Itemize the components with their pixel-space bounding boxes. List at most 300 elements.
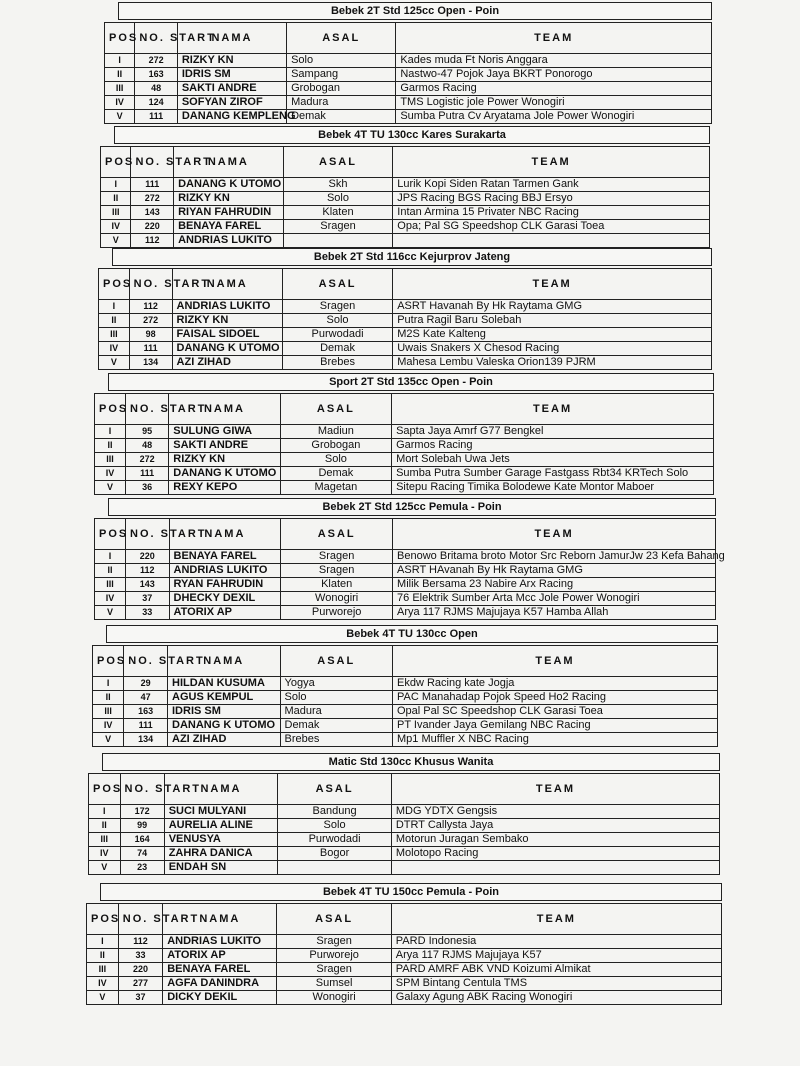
position-cell: III	[95, 453, 126, 467]
origin-cell: Klaten	[283, 206, 393, 220]
position-cell: IV	[93, 719, 124, 733]
position-cell: IV	[101, 220, 131, 234]
team-cell: M2S Kate Kalteng	[393, 328, 712, 342]
origin-cell: Solo	[278, 819, 392, 833]
rider-name-cell: RIZKY KN	[174, 192, 284, 206]
start-number-cell: 163	[135, 68, 177, 82]
rider-name-cell: ANDRIAS LUKITO	[169, 564, 281, 578]
results-table	[92, 645, 718, 747]
team-cell: MDG YDTX Gengsis	[391, 805, 719, 819]
team-cell: 76 Elektrik Sumber Arta Mcc Jole Power Wonogiri	[393, 592, 716, 606]
start-number-cell: 37	[118, 991, 162, 1005]
table-row	[95, 481, 714, 495]
team-cell: Sitepu Racing Timika Bolodewe Kate Montor Maboer	[392, 481, 714, 495]
section-title: Matic Std 130cc Khusus Wanita	[102, 753, 720, 771]
start-number-cell: 163	[124, 705, 168, 719]
rider-name-cell: IDRIS SM	[168, 705, 281, 719]
team-cell: Sumba Putra Cv Aryatama Jole Power Wonogiri	[396, 110, 712, 124]
header-pos: POS	[101, 147, 131, 178]
rider-name-cell: BENAYA FAREL	[163, 963, 277, 977]
position-cell: I	[95, 425, 126, 439]
origin-cell: Madura	[287, 96, 396, 110]
team-cell: Kades muda Ft Noris Anggara	[396, 54, 712, 68]
origin-cell: Madiun	[280, 425, 391, 439]
start-number-cell: 112	[131, 234, 174, 248]
table-row	[101, 192, 710, 206]
start-number-cell: 272	[131, 192, 174, 206]
header-asal: ASAL	[282, 269, 392, 300]
position-cell: II	[99, 314, 130, 328]
header-nama: NAMA	[168, 646, 281, 677]
start-number-cell: 220	[131, 220, 174, 234]
rider-name-cell: IDRIS SM	[177, 68, 286, 82]
table-row	[101, 206, 710, 220]
origin-cell: Grobogan	[287, 82, 396, 96]
rider-name-cell: RIZKY KN	[169, 453, 280, 467]
results-table	[104, 22, 712, 124]
header-no-start: NO. START	[118, 904, 162, 935]
header-pos: POS	[95, 519, 126, 550]
header-team: TEAM	[393, 269, 712, 300]
rider-name-cell: AZI ZIHAD	[172, 356, 282, 370]
team-cell: Sumba Putra Sumber Garage Fastgass Rbt34 KRTech Solo	[392, 467, 714, 481]
start-number-cell: 48	[135, 82, 177, 96]
header-pos: POS	[99, 269, 130, 300]
team-cell: SPM Bintang Centula TMS	[391, 977, 721, 991]
section-title: Sport 2T Std 135cc Open - Poin	[108, 373, 714, 391]
rider-name-cell: DICKY DEKIL	[163, 991, 277, 1005]
position-cell: III	[95, 578, 126, 592]
origin-cell: Sragen	[281, 564, 393, 578]
table-row	[95, 439, 714, 453]
start-number-cell: 33	[118, 949, 162, 963]
header-asal: ASAL	[278, 774, 392, 805]
table-row	[99, 328, 712, 342]
position-cell: III	[105, 82, 135, 96]
table-row	[105, 82, 712, 96]
position-cell: IV	[87, 977, 119, 991]
race-section	[100, 126, 710, 250]
header-nama: NAMA	[172, 269, 282, 300]
race-section	[104, 2, 712, 126]
table-row	[105, 96, 712, 110]
rider-name-cell: SAKTI ANDRE	[177, 82, 286, 96]
position-cell: III	[93, 705, 124, 719]
position-cell: I	[93, 677, 124, 691]
position-cell: II	[101, 192, 131, 206]
team-cell: Nastwo-47 Pojok Jaya BKRT Ponorogo	[396, 68, 712, 82]
position-cell: III	[89, 833, 121, 847]
position-cell: I	[95, 550, 126, 564]
rider-name-cell: BENAYA FAREL	[174, 220, 284, 234]
team-cell: PT Ivander Jaya Gemilang NBC Racing	[393, 719, 718, 733]
team-cell: Benowo Britama broto Motor Src Reborn JamurJw 23 Kefa Bahang	[393, 550, 716, 564]
header-no-start: NO. START	[124, 646, 168, 677]
results-table	[100, 146, 710, 248]
position-cell: V	[99, 356, 130, 370]
team-cell: Garmos Racing	[396, 82, 712, 96]
rider-name-cell: AGFA DANINDRA	[163, 977, 277, 991]
start-number-cell: 220	[118, 963, 162, 977]
position-cell: II	[93, 691, 124, 705]
team-cell: DTRT Callysta Jaya	[391, 819, 719, 833]
origin-cell: Purwodadi	[278, 833, 392, 847]
origin-cell: Sragen	[277, 935, 391, 949]
origin-cell: Wonogiri	[281, 592, 393, 606]
section-title: Bebek 4T TU 130cc Open	[106, 625, 718, 643]
rider-name-cell: RIZKY KN	[172, 314, 282, 328]
header-pos: POS	[87, 904, 119, 935]
origin-cell: Wonogiri	[277, 991, 391, 1005]
start-number-cell: 164	[120, 833, 164, 847]
section-title: Bebek 2T Std 116cc Kejurprov Jateng	[112, 248, 712, 266]
start-number-cell: 23	[120, 861, 164, 875]
rider-name-cell: VENUSYA	[164, 833, 278, 847]
header-asal: ASAL	[277, 904, 391, 935]
position-cell: IV	[99, 342, 130, 356]
start-number-cell: 99	[120, 819, 164, 833]
start-number-cell: 36	[125, 481, 168, 495]
rider-name-cell: ENDAH SN	[164, 861, 278, 875]
position-cell: II	[95, 564, 126, 578]
origin-cell: Purworejo	[277, 949, 391, 963]
table-row	[87, 963, 722, 977]
start-number-cell: 111	[131, 178, 174, 192]
team-cell: Mort Solebah Uwa Jets	[392, 453, 714, 467]
origin-cell: Sragen	[277, 963, 391, 977]
table-row	[89, 833, 720, 847]
start-number-cell: 98	[129, 328, 172, 342]
team-cell: Mahesa Lembu Valeska Orion139 PJRM	[393, 356, 712, 370]
rider-name-cell: SOFYAN ZIROF	[177, 96, 286, 110]
position-cell: II	[89, 819, 121, 833]
position-cell: IV	[89, 847, 121, 861]
table-row	[87, 977, 722, 991]
table-row	[87, 949, 722, 963]
team-cell: JPS Racing BGS Racing BBJ Ersyo	[393, 192, 710, 206]
team-cell: ASRT HAvanah By Hk Raytama GMG	[393, 564, 716, 578]
header-team: TEAM	[396, 23, 712, 54]
position-cell: I	[101, 178, 131, 192]
table-row	[99, 342, 712, 356]
rider-name-cell: AGUS KEMPUL	[168, 691, 281, 705]
origin-cell: Solo	[280, 691, 393, 705]
header-pos: POS	[95, 394, 126, 425]
position-cell: V	[95, 481, 126, 495]
start-number-cell: 37	[126, 592, 169, 606]
rider-name-cell: FAISAL SIDOEL	[172, 328, 282, 342]
team-cell: Motorun Juragan Sembako	[391, 833, 719, 847]
table-row	[93, 719, 718, 733]
rider-name-cell: ANDRIAS LUKITO	[172, 300, 282, 314]
origin-cell: Magetan	[280, 481, 391, 495]
header-team: TEAM	[392, 394, 714, 425]
header-team: TEAM	[393, 519, 716, 550]
table-row	[95, 606, 716, 620]
table-row	[93, 705, 718, 719]
table-row	[105, 110, 712, 124]
table-row	[93, 691, 718, 705]
table-row	[105, 54, 712, 68]
start-number-cell: 277	[118, 977, 162, 991]
start-number-cell: 111	[135, 110, 177, 124]
rider-name-cell: AURELIA ALINE	[164, 819, 278, 833]
start-number-cell: 111	[129, 342, 172, 356]
header-no-start: NO. START	[129, 269, 172, 300]
team-cell: Mp1 Muffler X NBC Racing	[393, 733, 718, 747]
header-pos: POS	[105, 23, 135, 54]
rider-name-cell: RYAN FAHRUDIN	[169, 578, 281, 592]
origin-cell: Brebes	[280, 733, 393, 747]
race-section	[88, 753, 720, 877]
race-section	[92, 625, 718, 749]
table-row	[87, 935, 722, 949]
table-row	[99, 356, 712, 370]
origin-cell: Brebes	[282, 356, 392, 370]
table-row	[89, 805, 720, 819]
section-title: Bebek 2T Std 125cc Pemula - Poin	[108, 498, 716, 516]
start-number-cell: 272	[125, 453, 168, 467]
origin-cell: Demak	[280, 719, 393, 733]
table-row	[99, 314, 712, 328]
position-cell: I	[89, 805, 121, 819]
start-number-cell: 134	[124, 733, 168, 747]
header-asal: ASAL	[281, 519, 393, 550]
table-row	[101, 178, 710, 192]
rider-name-cell: DANANG K UTOMO	[169, 467, 280, 481]
origin-cell: Klaten	[281, 578, 393, 592]
team-cell: Ekdw Racing kate Jogja	[393, 677, 718, 691]
team-cell	[391, 861, 719, 875]
race-section	[86, 883, 722, 1007]
start-number-cell: 272	[129, 314, 172, 328]
table-row	[95, 467, 714, 481]
team-cell: ASRT Havanah By Hk Raytama GMG	[393, 300, 712, 314]
table-row	[101, 234, 710, 248]
table-row	[89, 819, 720, 833]
rider-name-cell: SAKTI ANDRE	[169, 439, 280, 453]
position-cell: V	[105, 110, 135, 124]
origin-cell: Skh	[283, 178, 393, 192]
start-number-cell: 111	[125, 467, 168, 481]
origin-cell: Solo	[280, 453, 391, 467]
position-cell: III	[101, 206, 131, 220]
start-number-cell: 48	[125, 439, 168, 453]
rider-name-cell: SUCI MULYANI	[164, 805, 278, 819]
header-no-start: NO. START	[125, 394, 168, 425]
rider-name-cell: DANANG K UTOMO	[172, 342, 282, 356]
origin-cell: Grobogan	[280, 439, 391, 453]
header-team: TEAM	[393, 646, 718, 677]
rider-name-cell: RIZKY KN	[177, 54, 286, 68]
team-cell: Milik Bersama 23 Nabire Arx Racing	[393, 578, 716, 592]
start-number-cell: 220	[126, 550, 169, 564]
position-cell: V	[95, 606, 126, 620]
race-section	[94, 498, 725, 622]
origin-cell: Bandung	[278, 805, 392, 819]
team-cell: PARD AMRF ABK VND Koizumi Almikat	[391, 963, 721, 977]
header-asal: ASAL	[280, 394, 391, 425]
header-nama: NAMA	[174, 147, 284, 178]
results-table	[94, 393, 714, 495]
rider-name-cell: RIYAN FAHRUDIN	[174, 206, 284, 220]
position-cell: I	[105, 54, 135, 68]
origin-cell: Madura	[280, 705, 393, 719]
rider-name-cell: DHECKY DEXIL	[169, 592, 281, 606]
table-row	[95, 550, 716, 564]
rider-name-cell: DANANG KEMPLENG	[177, 110, 286, 124]
rider-name-cell: DANANG K UTOMO	[168, 719, 281, 733]
origin-cell: Demak	[287, 110, 396, 124]
start-number-cell: 172	[120, 805, 164, 819]
table-row	[99, 300, 712, 314]
header-no-start: NO. START	[120, 774, 164, 805]
origin-cell: Demak	[280, 467, 391, 481]
results-table	[86, 903, 722, 1005]
section-title: Bebek 4T TU 130cc Kares Surakarta	[114, 126, 710, 144]
start-number-cell: 111	[124, 719, 168, 733]
start-number-cell: 272	[135, 54, 177, 68]
origin-cell: Bogor	[278, 847, 392, 861]
rider-name-cell: ZAHRA DANICA	[164, 847, 278, 861]
header-nama: NAMA	[164, 774, 278, 805]
origin-cell: Purworejo	[281, 606, 393, 620]
start-number-cell: 112	[126, 564, 169, 578]
origin-cell: Sampang	[287, 68, 396, 82]
rider-name-cell: SULUNG GIWA	[169, 425, 280, 439]
origin-cell	[283, 234, 393, 248]
origin-cell: Sragen	[281, 550, 393, 564]
team-cell: Sapta Jaya Amrf G77 Bengkel	[392, 425, 714, 439]
start-number-cell: 74	[120, 847, 164, 861]
header-pos: POS	[93, 646, 124, 677]
rider-name-cell: DANANG K UTOMO	[174, 178, 284, 192]
results-table	[98, 268, 712, 370]
team-cell: Molotopo Racing	[391, 847, 719, 861]
team-cell: Lurik Kopi Siden Ratan Tarmen Gank	[393, 178, 710, 192]
rider-name-cell: ANDRIAS LUKITO	[174, 234, 284, 248]
table-row	[93, 733, 718, 747]
table-row	[95, 578, 716, 592]
rider-name-cell: AZI ZIHAD	[168, 733, 281, 747]
rider-name-cell: BENAYA FAREL	[169, 550, 281, 564]
origin-cell: Solo	[282, 314, 392, 328]
rider-name-cell: HILDAN KUSUMA	[168, 677, 281, 691]
position-cell: I	[87, 935, 119, 949]
start-number-cell: 143	[126, 578, 169, 592]
rider-name-cell: ATORIX AP	[163, 949, 277, 963]
start-number-cell: 29	[124, 677, 168, 691]
race-section	[98, 248, 712, 372]
rider-name-cell: ANDRIAS LUKITO	[163, 935, 277, 949]
origin-cell: Solo	[283, 192, 393, 206]
team-cell: Arya 117 RJMS Majujaya K57	[391, 949, 721, 963]
header-nama: NAMA	[169, 394, 280, 425]
rider-name-cell: REXY KEPO	[169, 481, 280, 495]
table-row	[95, 592, 716, 606]
header-nama: NAMA	[169, 519, 281, 550]
team-cell: Uwais Snakers X Chesod Racing	[393, 342, 712, 356]
position-cell: III	[99, 328, 130, 342]
origin-cell: Sragen	[283, 220, 393, 234]
position-cell: II	[105, 68, 135, 82]
position-cell: V	[87, 991, 119, 1005]
header-team: TEAM	[393, 147, 710, 178]
header-pos: POS	[89, 774, 121, 805]
results-table	[88, 773, 720, 875]
origin-cell: Demak	[282, 342, 392, 356]
position-cell: II	[95, 439, 126, 453]
team-cell: Galaxy Agung ABK Racing Wonogiri	[391, 991, 721, 1005]
position-cell: V	[93, 733, 124, 747]
table-row	[105, 68, 712, 82]
section-title: Bebek 4T TU 150cc Pemula - Poin	[100, 883, 722, 901]
team-cell: Intan Armina 15 Privater NBC Racing	[393, 206, 710, 220]
position-cell: V	[101, 234, 131, 248]
position-cell: III	[87, 963, 119, 977]
start-number-cell: 143	[131, 206, 174, 220]
table-row	[89, 861, 720, 875]
table-row	[89, 847, 720, 861]
header-no-start: NO. START	[126, 519, 169, 550]
origin-cell: Sragen	[282, 300, 392, 314]
start-number-cell: 33	[126, 606, 169, 620]
header-nama: NAMA	[177, 23, 286, 54]
position-cell: II	[87, 949, 119, 963]
position-cell: I	[99, 300, 130, 314]
table-row	[101, 220, 710, 234]
results-table	[94, 518, 725, 620]
position-cell: IV	[105, 96, 135, 110]
team-cell: Arya 117 RJMS Majujaya K57 Hamba Allah	[393, 606, 716, 620]
origin-cell: Purwodadi	[282, 328, 392, 342]
start-number-cell: 47	[124, 691, 168, 705]
position-cell: V	[89, 861, 121, 875]
position-cell: IV	[95, 592, 126, 606]
header-team: TEAM	[391, 774, 719, 805]
start-number-cell: 112	[129, 300, 172, 314]
table-row	[95, 425, 714, 439]
team-cell: TMS Logistic jole Power Wonogiri	[396, 96, 712, 110]
header-asal: ASAL	[287, 23, 396, 54]
team-cell: Putra Ragil Baru Solebah	[393, 314, 712, 328]
origin-cell: Yogya	[280, 677, 393, 691]
rider-name-cell: ATORIX AP	[169, 606, 281, 620]
team-cell: Garmos Racing	[392, 439, 714, 453]
start-number-cell: 112	[118, 935, 162, 949]
start-number-cell: 95	[125, 425, 168, 439]
origin-cell: Sumsel	[277, 977, 391, 991]
origin-cell: Solo	[287, 54, 396, 68]
team-cell	[393, 234, 710, 248]
race-section	[94, 373, 714, 497]
header-nama: NAMA	[163, 904, 277, 935]
team-cell: PAC Manahadap Pojok Speed Ho2 Racing	[393, 691, 718, 705]
table-row	[93, 677, 718, 691]
team-cell: PARD Indonesia	[391, 935, 721, 949]
table-row	[95, 564, 716, 578]
start-number-cell: 124	[135, 96, 177, 110]
header-no-start: NO. START	[135, 23, 177, 54]
header-team: TEAM	[391, 904, 721, 935]
position-cell: IV	[95, 467, 126, 481]
header-no-start: NO. START	[131, 147, 174, 178]
team-cell: Opa; Pal SG Speedshop CLK Garasi Toea	[393, 220, 710, 234]
team-cell: Opal Pal SC Speedshop CLK Garasi Toea	[393, 705, 718, 719]
start-number-cell: 134	[129, 356, 172, 370]
header-asal: ASAL	[280, 646, 393, 677]
origin-cell	[278, 861, 392, 875]
